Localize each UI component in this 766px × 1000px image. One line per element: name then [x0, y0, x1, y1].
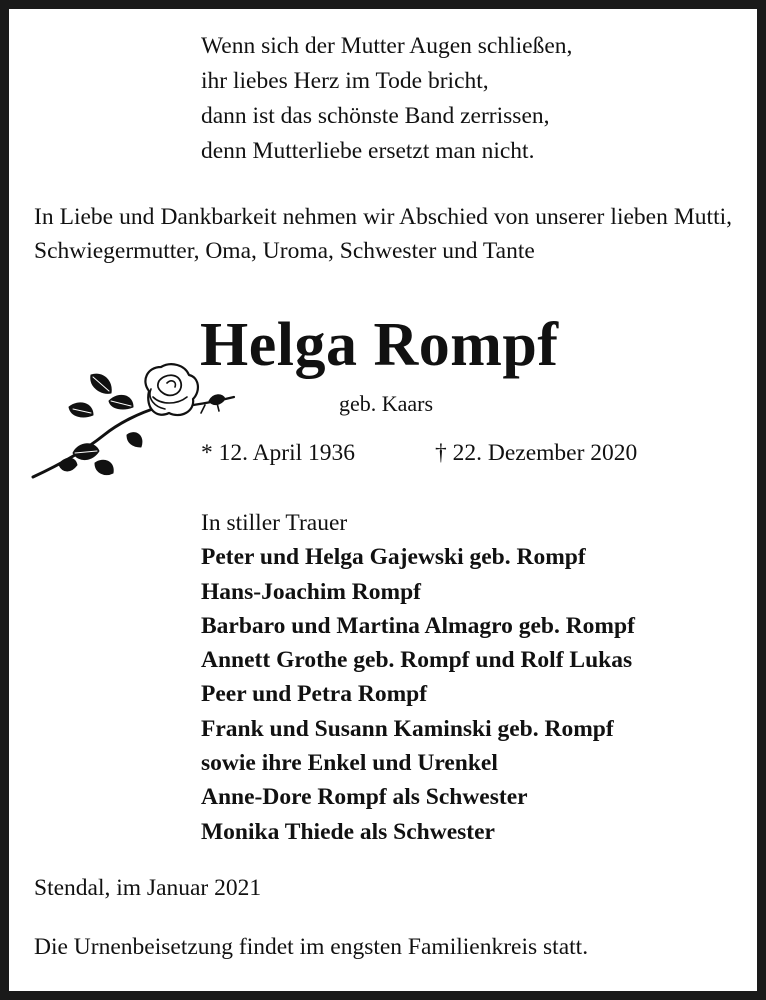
birth-date: * 12. April 1936	[201, 440, 356, 466]
mourners-lead: In stiller Trauer	[201, 510, 348, 536]
place-date: Stendal, im Januar 2021	[34, 875, 262, 901]
poem-line: ihr liebes Herz im Tode bricht,	[201, 68, 489, 94]
mourner-name: sowie ihre Enkel und Urenkel	[201, 750, 498, 777]
poem-line: Wenn sich der Mutter Augen schließen,	[201, 33, 573, 59]
mourner-name: Barbaro und Martina Almagro geb. Rompf	[201, 612, 635, 639]
mourner-name: Peer und Petra Rompf	[201, 681, 428, 708]
mourner-name: Hans-Joachim Rompf	[201, 578, 421, 605]
burial-notice: Die Urnenbeisetzung findet im engsten Familienkreis statt.	[34, 934, 589, 960]
poem-line: dann ist das schönste Band zerrissen,	[201, 103, 550, 129]
mourner-name: Frank und Susann Kaminski geb. Rompf	[201, 715, 614, 742]
mourner-name: Peter und Helga Gajewski geb. Rompf	[201, 544, 586, 571]
obituary-card	[9, 9, 757, 991]
death-date: † 22. Dezember 2020	[435, 440, 638, 466]
poem-line: denn Mutterliebe ersetzt man nicht.	[201, 138, 535, 164]
mourners-list	[201, 506, 635, 849]
mourner-name: Annett Grothe geb. Rompf und Rolf Lukas	[201, 647, 633, 674]
mourner-name: Monika Thiede als Schwester	[201, 818, 495, 845]
poem	[201, 29, 572, 169]
rose-icon	[29, 361, 239, 489]
intro-text: In Liebe und Dankbarkeit nehmen wir Abschied von unserer lieben Mutti, Schwiegermutter, Oma, Uroma, Schwester und Tante	[34, 204, 732, 264]
mourner-name: Anne-Dore Rompf als Schwester	[201, 784, 528, 811]
birth-name: geb. Kaars	[339, 391, 434, 416]
deceased-name: Helga Rompf	[200, 311, 559, 379]
